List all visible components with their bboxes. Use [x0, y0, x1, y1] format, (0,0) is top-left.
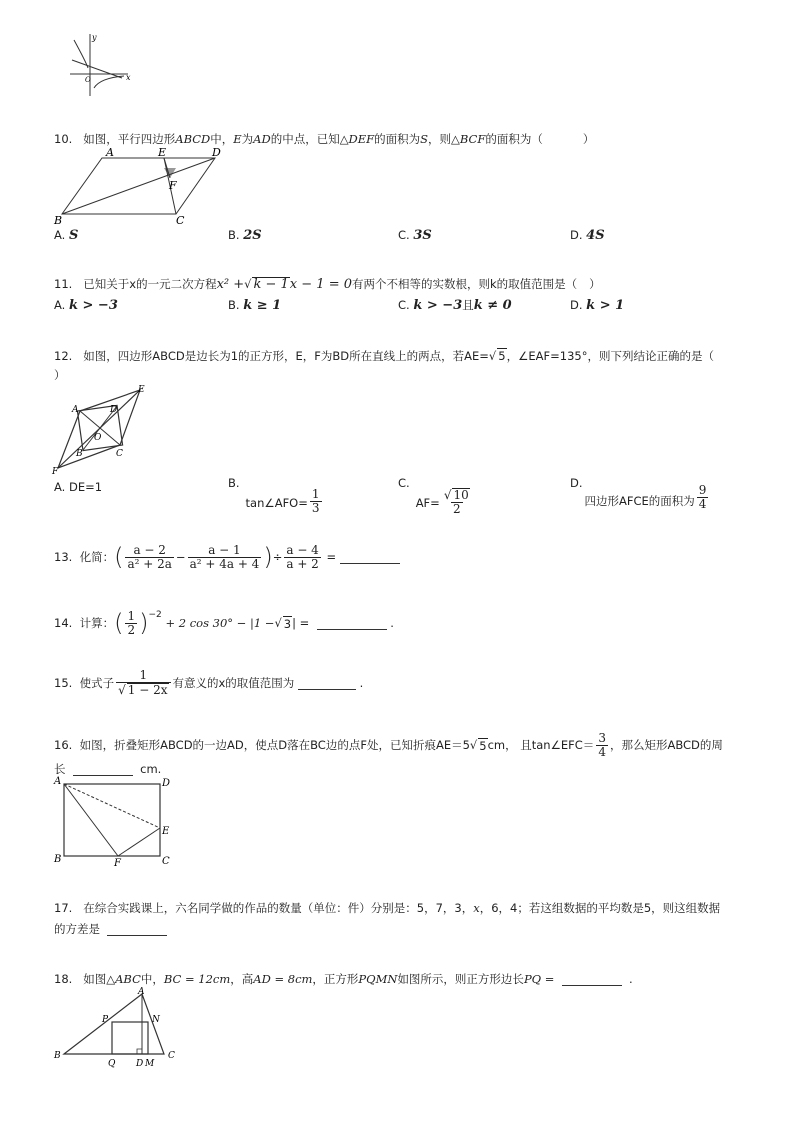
- q16-answer-blank[interactable]: [73, 763, 133, 776]
- svg-text:A: A: [72, 405, 79, 415]
- svg-text:D: D: [162, 778, 171, 789]
- q18-answer-blank[interactable]: [562, 973, 622, 986]
- svg-text:D: D: [136, 1059, 144, 1069]
- q11-option-b[interactable]: B. k ≥ 1: [228, 298, 282, 313]
- q12-figure: [50, 384, 150, 476]
- q12-option-a[interactable]: A. DE=1: [54, 480, 103, 494]
- svg-text:C: C: [116, 449, 123, 459]
- q10-option-d[interactable]: D. 4S: [570, 228, 605, 243]
- q10-figure: [52, 148, 228, 226]
- q16-line2: 长 cm.: [54, 762, 162, 776]
- q11-option-a[interactable]: A. k > −3: [54, 298, 118, 313]
- triangle-abc: [64, 994, 164, 1054]
- q16-stem: 16. 如图，折叠矩形ABCD的一边AD，使点D落在BC边的点F处，已知折痕AE＝5 √ 5 cm， 且tan∠EFC＝ $\frac{3}{4}$ ，那么矩形ABCD的周: [54, 730, 723, 759]
- svg-text:N: N: [152, 1015, 160, 1025]
- svg-text:Q: Q: [108, 1059, 116, 1069]
- label-f: F: [169, 179, 177, 192]
- svg-text:D: D: [110, 405, 118, 415]
- x-label: x: [126, 73, 131, 82]
- q17-answer-blank[interactable]: [107, 923, 167, 936]
- q12-option-c[interactable]: C. AF= $\frac{√ 10}{2}$: [398, 476, 469, 516]
- curve-lower: [94, 76, 124, 88]
- q14-answer-blank[interactable]: [317, 617, 387, 630]
- q12-close: ）: [54, 368, 66, 382]
- q11-option-c[interactable]: C. k > −3且k ≠ 0: [398, 298, 512, 313]
- svg-text:C: C: [162, 856, 170, 866]
- svg-text:A: A: [138, 987, 145, 997]
- y-label: y: [92, 33, 97, 42]
- origin-label: O: [85, 76, 91, 84]
- q13-stem: 13. 化简： ( $\frac{a - 2}{\text{a² + 2a}}$ − $\frac{a - 1}{\text{a² + 4a + 4}}$ ) ÷ $\frac{a - 4}{a + 2}$ =: [54, 540, 400, 574]
- q10-option-c[interactable]: C. 3S: [398, 228, 432, 243]
- fold-line-ae: [64, 784, 160, 828]
- q12-option-d[interactable]: D. 四边形AFCE的面积为 $\frac{9}{4}$: [570, 476, 707, 511]
- svg-text:B: B: [76, 449, 83, 459]
- q16-figure: [50, 776, 174, 866]
- label-d: D: [212, 148, 221, 159]
- svg-text:O: O: [94, 433, 102, 443]
- q14-stem: 14. 计算： ( $\frac{1}{2}$ ) −2 + 2 cos 30° − |1 − √ 3 | = .: [54, 608, 394, 637]
- q15-answer-blank[interactable]: [298, 677, 356, 690]
- q10-option-a[interactable]: A. S: [54, 228, 79, 243]
- svg-text:M: M: [145, 1059, 155, 1069]
- label-c: C: [176, 214, 185, 226]
- q10-option-b[interactable]: B. 2S: [228, 228, 262, 243]
- svg-text:E: E: [162, 826, 170, 837]
- q11-option-d[interactable]: D. k > 1: [570, 298, 625, 313]
- q17-line2: 的方差是: [54, 922, 167, 936]
- label-b: B: [54, 214, 63, 226]
- q12-option-b[interactable]: B. tan∠AFO= $\frac{1}{3}$: [228, 476, 320, 515]
- line-graph: [72, 60, 122, 78]
- q10-stem: 10. 如图，平行四边形ABCD中，E为AD的中点，已知△DEF的面积为S，则△BCF的面积为（ ）: [54, 132, 595, 146]
- svg-text:C: C: [168, 1051, 175, 1061]
- q9-graph: [64, 30, 136, 102]
- svg-text:A: A: [54, 776, 62, 787]
- svg-text:F: F: [114, 858, 121, 866]
- svg-text:B: B: [54, 854, 62, 865]
- square-pqmn: [112, 1022, 148, 1054]
- q13-answer-blank[interactable]: [340, 551, 400, 564]
- svg-text:E: E: [138, 385, 145, 395]
- q17-stem: 17. 在综合实践课上，六名同学做的作品的数量（单位：件）分别是：5，7，3，x，6，4；若这组数据的平均数是5，则这组数据: [54, 901, 721, 915]
- q15-stem: 15. 使式子 $\frac{1}{√ 1 - 2x}$ 有意义的x的取值范围为 .: [54, 668, 364, 697]
- rectangle-abcd: [64, 784, 160, 856]
- curve-upper: [74, 40, 88, 68]
- label-e: E: [158, 148, 167, 159]
- label-a: A: [106, 148, 114, 159]
- svg-text:B: B: [54, 1051, 61, 1061]
- svg-text:P: P: [102, 1015, 109, 1025]
- q12-stem: 12. 如图，四边形ABCD是边长为1的正方形，E，F为BD所在直线上的两点，若AE=√ 5，∠EAF=135°，则下列结论正确的是（: [54, 349, 714, 363]
- svg-text:F: F: [52, 467, 59, 476]
- q11-stem: 11. 已知关于x的一元二次方程x² +√ k − 1x − 1 = 0有两个不相等的实数根，则k的取值范围是（ ）: [54, 277, 601, 292]
- q18-stem: 18. 如图△ABC中，BC = 12cm，高AD = 8cm，正方形PQMN如图所示，则正方形边长PQ = .: [54, 972, 633, 986]
- q18-figure: [50, 986, 184, 1072]
